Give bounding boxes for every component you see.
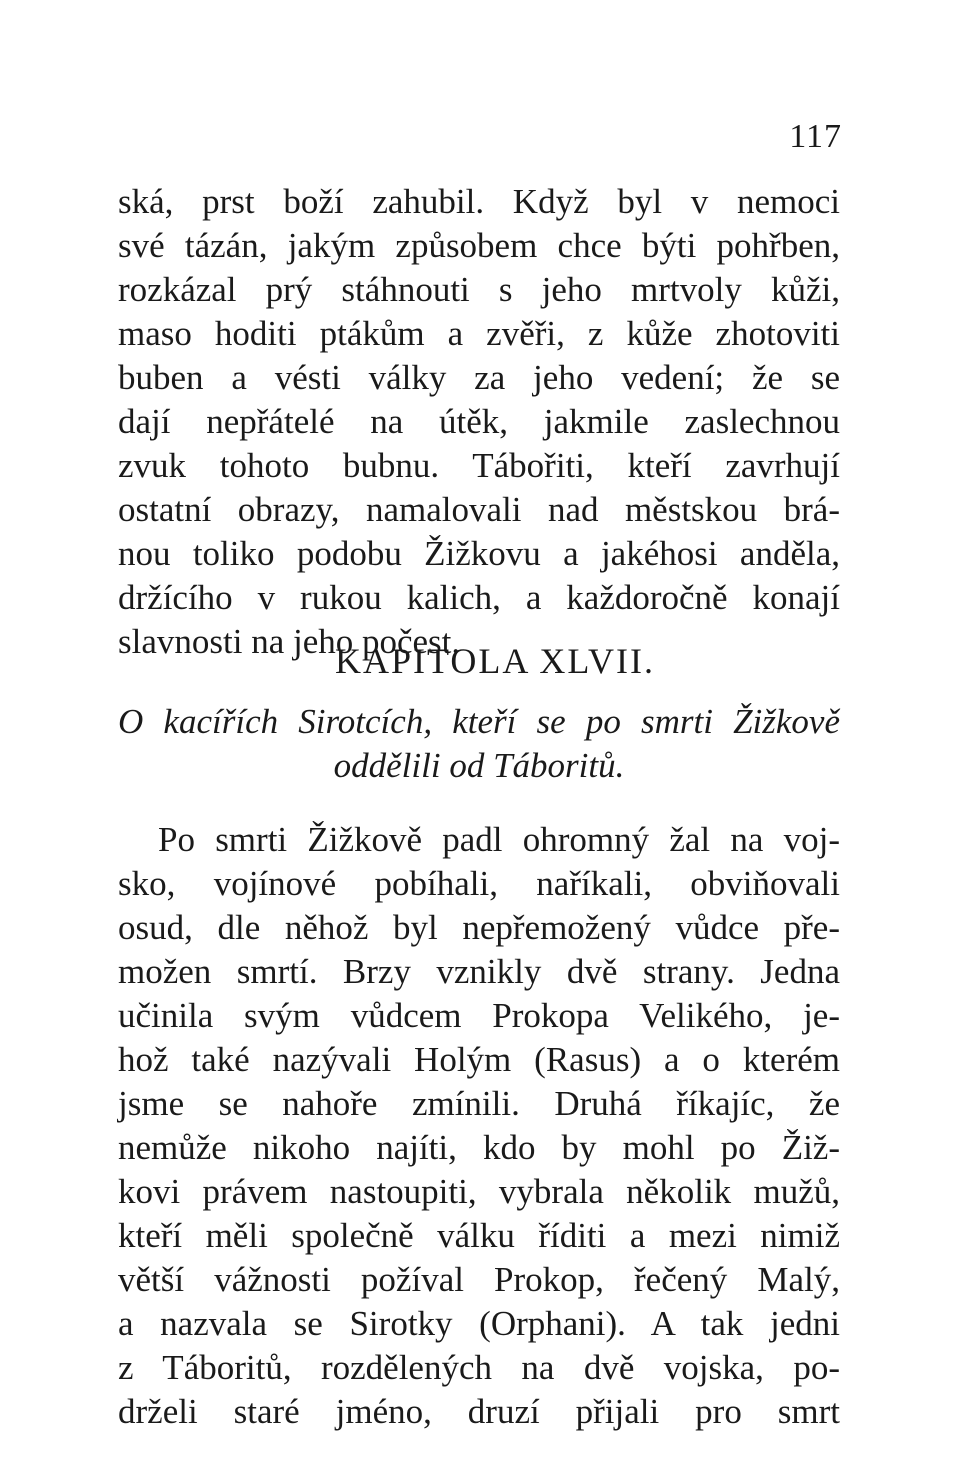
text-line: dají nepřátelé na útěk, jakmile zaslechnou: [118, 402, 840, 441]
text-line: Po smrti Žižkově padl ohromný žal na voj-: [158, 820, 840, 859]
text-line: ská, prst boží zahubil. Když byl v nemoci: [118, 182, 840, 221]
chapter-subtitle: [118, 700, 840, 788]
text-line: slavnosti na jeho počest.: [118, 622, 461, 661]
text-line: jsme se nahoře zmínili. Druhá říkajíc, že: [118, 1084, 840, 1123]
paragraph-2: [118, 818, 840, 1434]
text-line: zvuk tohoto bubnu. Tábořiti, kteří zavrhují: [118, 446, 840, 485]
text-line: maso hoditi ptákům a zvěři, z kůže zhotoviti: [118, 314, 840, 353]
text-line: buben a vésti války za jeho vedení; že se: [118, 358, 840, 397]
subtitle-line: O kacířích Sirotcích, kteří se po smrti Žižkově: [118, 702, 840, 741]
chapter-heading: KAPITOLA XLVII.: [334, 641, 655, 681]
subtitle-line: oddělili od Táboritů.: [333, 746, 625, 785]
text-line: své tázán, jakým způsobem chce býti pohřben,: [118, 226, 840, 265]
text-line: nemůže nikoho najíti, kdo by mohl po Žiž-: [118, 1128, 840, 1167]
text-line: kteří měli společně válku říditi a mezi nimiž: [118, 1216, 840, 1255]
paragraph-1: [118, 180, 840, 664]
page-number: 117: [789, 118, 842, 155]
text-line: držícího v rukou kalich, a každoročně konají: [118, 578, 840, 617]
text-line: sko, vojínové pobíhali, naříkali, obviňovali: [118, 864, 840, 903]
text-line: učinila svým vůdcem Prokopa Velikého, je-: [118, 996, 840, 1035]
text-line: větší vážnosti požíval Prokop, řečený Malý,: [118, 1260, 840, 1299]
text-line: rozkázal prý stáhnouti s jeho mrtvoly kůži,: [118, 270, 840, 309]
text-line: kovi právem nastoupiti, vybrala několik mužů,: [118, 1172, 840, 1211]
text-line: a nazvala se Sirotky (Orphani). A tak jedni: [118, 1304, 840, 1343]
text-line: z Táboritů, rozdělených na dvě vojska, po-: [118, 1348, 840, 1387]
text-line: osud, dle něhož byl nepřemožený vůdce pře-: [118, 908, 840, 947]
text-line: ostatní obrazy, namalovali nad městskou brá-: [118, 490, 840, 529]
text-line: drželi staré jméno, druzí přijali pro smrt: [118, 1392, 840, 1431]
text-line: nou toliko podobu Žižkovu a jakéhosi anděla,: [118, 534, 840, 573]
text-line: hož také nazývali Holým (Rasus) a o kterém: [118, 1040, 840, 1079]
text-line: možen smrtí. Brzy vznikly dvě strany. Jedna: [118, 952, 840, 991]
